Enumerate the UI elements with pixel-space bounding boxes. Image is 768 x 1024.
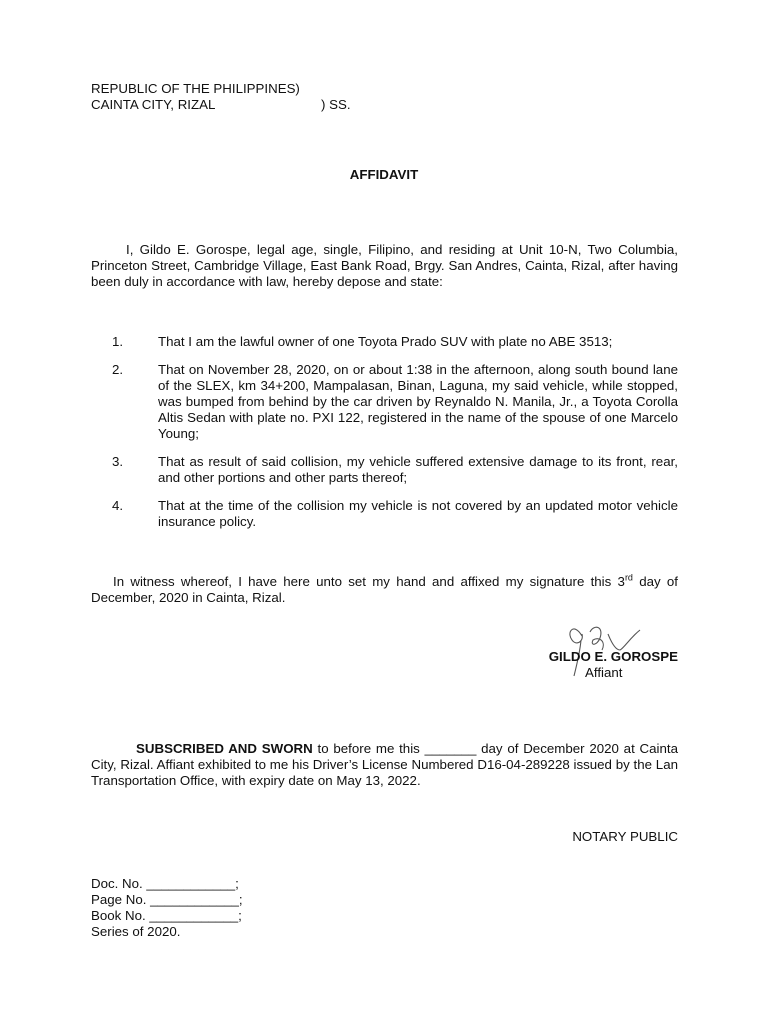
item-number: 1. [112,334,124,349]
series-line: Series of 2020. [91,924,181,939]
witness-text-before: In witness whereof, I have here unto set my hand and affixed my signature this 3 [113,574,625,589]
item-number: 4. [112,498,124,513]
item-text: That on November 28, 2020, on or about 1:38 in the afternoon, along south bound lane of the SLEX, km 34+200, Mampalasan, Binan, Laguna, my said vehicle, while stopped, was bumped from behind by the car driven by Reynaldo N. Manila, Jr., a Toyota Corolla Altis Sedan with plate no. PXI 122, registered in the name of the spouse of one Marcelo Young; [158,362,678,441]
item-text: That I am the lawful owner of one Toyota Prado SUV with plate no ABE 3513; [158,334,613,349]
list-item [91,498,678,530]
venue-line-2: CAINTA CITY, RIZAL [91,97,216,112]
jurat-heading: SUBSCRIBED AND SWORN [136,741,313,756]
document-title: AFFIDAVIT [349,167,419,182]
docket-block [91,876,351,940]
item-number: 2. [112,362,124,377]
item-text: That at the time of the collision my vehicle is not covered by an updated motor vehicle insurance policy. [158,498,678,529]
affiant-name: GILDO E. GOROSPE [548,649,678,664]
witness-paragraph [91,574,678,606]
venue-block [91,81,511,113]
doc-number-line: Doc. No. ____________; [91,876,239,891]
jurat-paragraph [91,741,678,789]
item-text: That as result of said collision, my vehicle suffered extensive damage to its front, rear, and other portions and other parts thereof; [158,454,678,485]
venue-ss: ) SS. [321,97,351,112]
statement-list [91,334,678,530]
witness-ordinal-suffix: rd [624,572,633,583]
affiant-block [478,649,678,681]
notary-public-label: NOTARY PUBLIC [572,829,678,844]
intro-paragraph: I, Gildo E. Gorospe, legal age, single, Filipino, and residing at Unit 10-N, Two Columbia, Princeton Street, Cambridge Village, East Bank Road, Brgy. San Andres, Cainta, Rizal, after having been duly in accordance with law, hereby depose and state: [91,242,678,289]
list-item [91,334,678,350]
item-number: 3. [112,454,124,469]
affiant-role: Affiant [585,665,623,680]
venue-line-1: REPUBLIC OF THE PHILIPPINES) [91,81,300,96]
book-number-line: Book No. ____________; [91,908,242,923]
list-item [91,362,678,442]
jurat-text: to before me this _______ day of December 2020 at Cainta City, Rizal. Affiant exhibited to me his Driver’s License Numbered D16-04-289228 issued by the Lan Transportation Office, with expiry date on May 13, 2022. [91,741,678,788]
witness-text-after: day of December, 2020 in Cainta, Rizal. [91,574,678,605]
page-number-line: Page No. ____________; [91,892,243,907]
list-item [91,454,678,486]
